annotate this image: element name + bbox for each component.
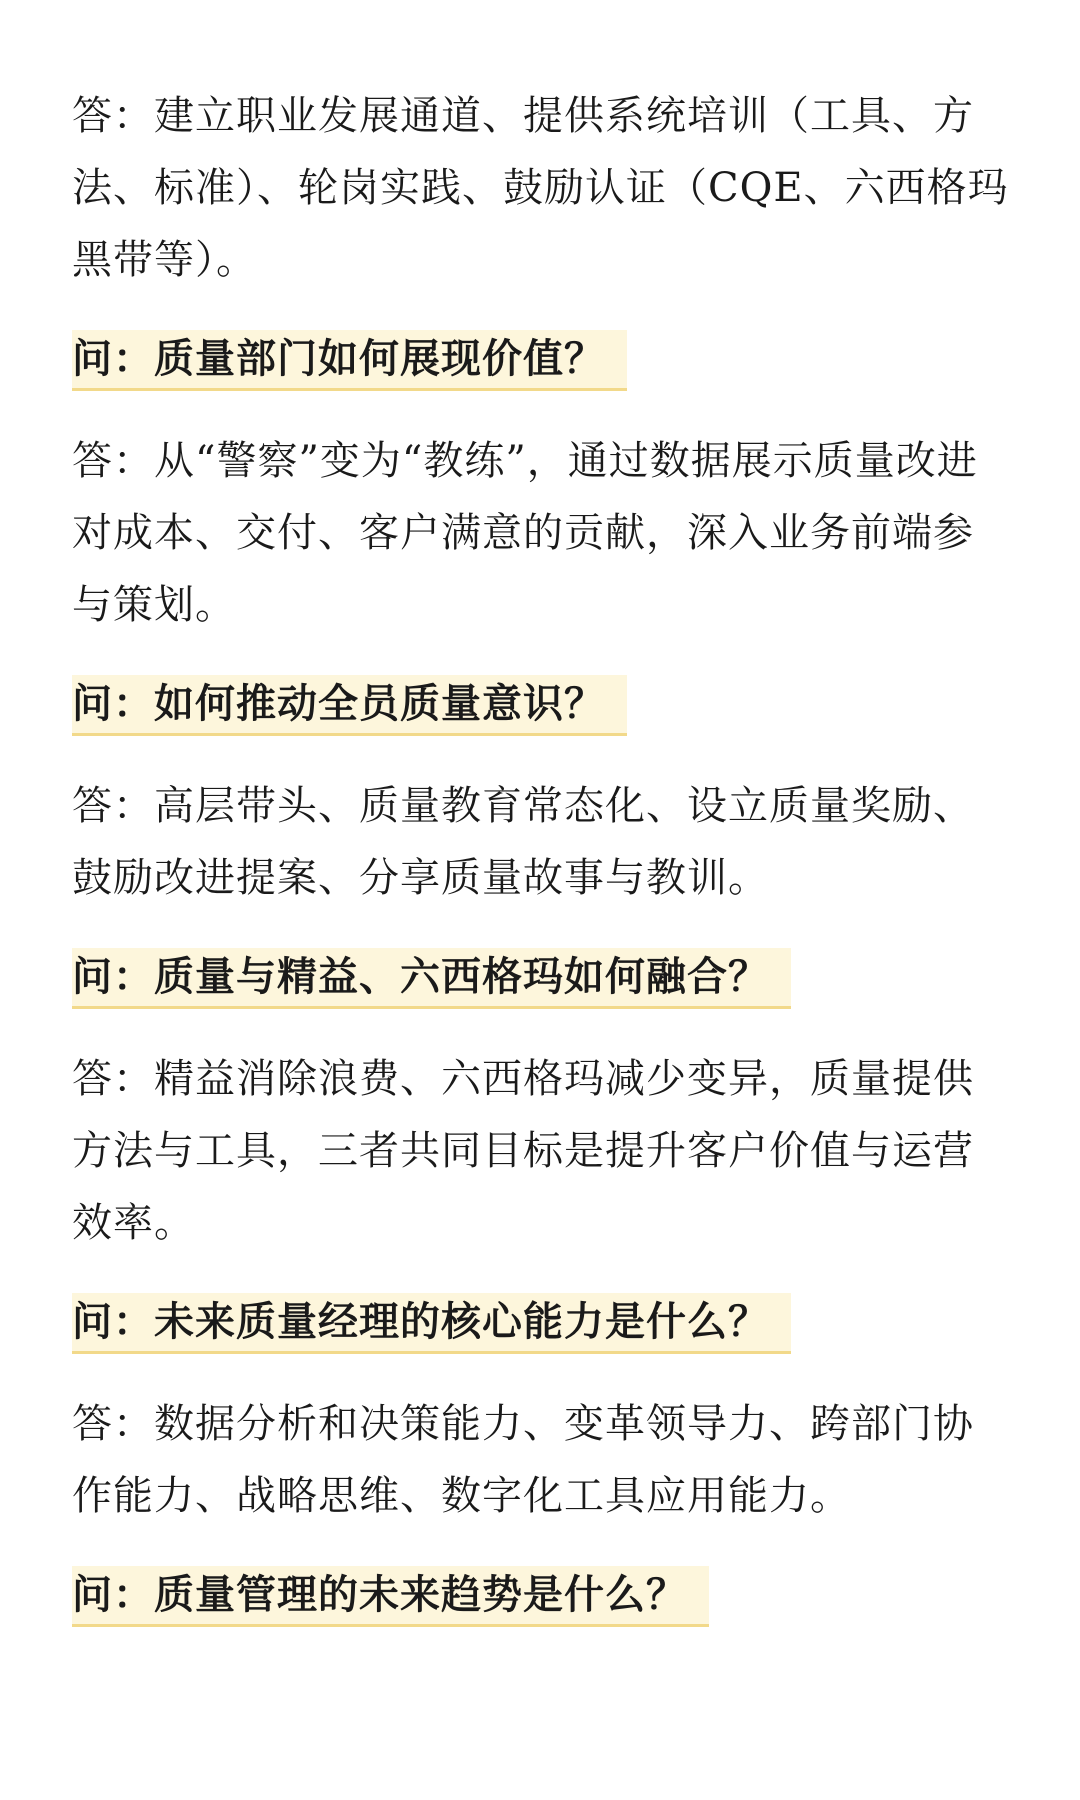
question-text: 问：如何推动全员质量意识？ (72, 675, 627, 736)
question-block (72, 675, 1012, 736)
answer-text: 答：从“警察”变为“教练”，通过数据展示质量改进对成本、交付、客户满意的贡献，深入业务前端参与策划。 (72, 438, 978, 628)
question-block (72, 1293, 1012, 1354)
question-text: 问：质量与精益、六西格玛如何融合？ (72, 948, 791, 1009)
qa-list (72, 80, 1012, 1661)
answer-text: 答：高层带头、质量教育常态化、设立质量奖励、鼓励改进提案、分享质量故事与教训。 (72, 783, 974, 901)
question-text: 问：未来质量经理的核心能力是什么？ (72, 1293, 791, 1354)
question-text: 问：质量部门如何展现价值？ (72, 330, 627, 391)
question-block (72, 1566, 1012, 1627)
question-block (72, 330, 1012, 391)
answer-text: 答：精益消除浪费、六西格玛减少变异，质量提供方法与工具，三者共同目标是提升客户价值与运营效率。 (72, 1056, 974, 1246)
answer-text: 答：数据分析和决策能力、变革领导力、跨部门协作能力、战略思维、数字化工具应用能力。 (72, 1401, 974, 1519)
question-text: 问：质量管理的未来趋势是什么？ (72, 1566, 709, 1627)
answer-text: 答：建立职业发展通道、提供系统培训（工具、方法、标准）、轮岗实践、鼓励认证（CQE、六西格玛黑带等）。 (72, 93, 1009, 283)
question-block (72, 948, 1012, 1009)
